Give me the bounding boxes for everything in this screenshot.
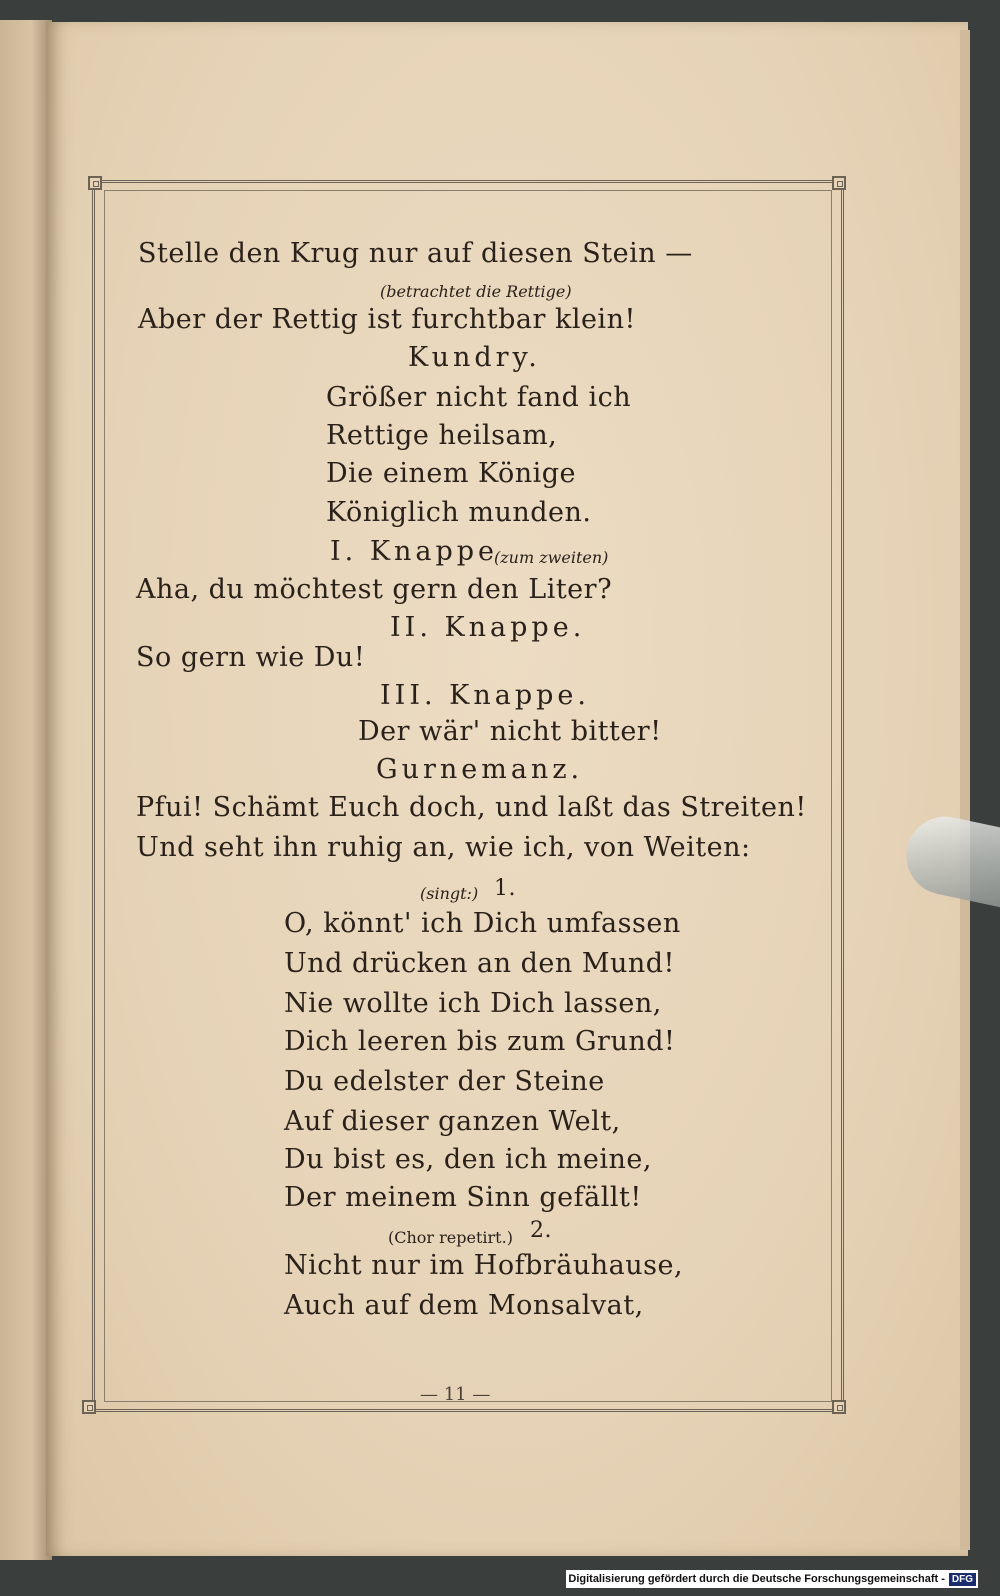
verse-line: Größer nicht fand ich — [326, 382, 632, 413]
verse-line: Und drücken an den Mund! — [284, 948, 675, 979]
verse-line: Du bist es, den ich meine, — [284, 1144, 652, 1175]
dfg-footer — [566, 1570, 978, 1588]
dfg-logo: DFG — [949, 1573, 976, 1586]
speaker-name: Kundry. — [408, 342, 541, 373]
previous-page-edge — [0, 20, 52, 1560]
verse-line: Nie wollte ich Dich lassen, — [284, 988, 662, 1019]
verse-line: O, könnt' ich Dich umfassen — [284, 908, 681, 939]
corner-ornament-bottom-left — [82, 1400, 96, 1414]
verse-line: Stelle den Krug nur auf diesen Stein — — [138, 238, 693, 269]
speaker-name: Gurnemanz. — [376, 754, 584, 785]
corner-ornament-bottom-right — [832, 1400, 846, 1414]
verse-line: Du edelster der Steine — [284, 1066, 605, 1097]
verse-line: Der wär' nicht bitter! — [358, 716, 662, 747]
verse-line: Königlich munden. — [326, 497, 592, 528]
stanza-number: 1. — [494, 876, 516, 901]
page-number: — 11 — — [420, 1384, 491, 1405]
page-fore-edge — [960, 30, 970, 1550]
verse-line: Die einem Könige — [326, 458, 576, 489]
verse-line: So gern wie Du! — [136, 642, 366, 673]
speaker-name: II. Knappe. — [390, 612, 586, 643]
verse-line: Aha, du möchtest gern den Liter? — [136, 574, 613, 605]
stage-direction: (betrachtet die Rettige) — [380, 282, 572, 301]
corner-ornament-top-right — [832, 176, 846, 190]
stanza-number: 2. — [530, 1218, 552, 1243]
verse-line: Auch auf dem Monsalvat, — [284, 1290, 644, 1321]
speaker-name: I. Knappe — [330, 536, 499, 567]
stage-direction: (singt:) — [420, 884, 479, 903]
verse-line: Rettige heilsam, — [326, 420, 558, 451]
verse-line: Auf dieser ganzen Welt, — [284, 1106, 621, 1137]
corner-ornament-top-left — [88, 176, 102, 190]
verse-line: Dich leeren bis zum Grund! — [284, 1026, 676, 1057]
verse-line: Der meinem Sinn gefällt! — [284, 1182, 642, 1213]
verse-line: Aber der Rettig ist furchtbar klein! — [138, 304, 636, 335]
stage-direction: (Chor repetirt.) — [388, 1228, 513, 1247]
speaker-name: III. Knappe. — [380, 680, 590, 711]
verse-line: Und seht ihn ruhig an, wie ich, von Weiten: — [136, 832, 751, 863]
footer-text: Digitalisierung gefördert durch die Deutsche Forschungsgemeinschaft - — [568, 1573, 945, 1585]
verse-line: Pfui! Schämt Euch doch, und laßt das Streiten! — [136, 792, 807, 823]
stage-direction: (zum zweiten) — [494, 548, 609, 567]
verse-line: Nicht nur im Hofbräuhause, — [284, 1250, 684, 1281]
